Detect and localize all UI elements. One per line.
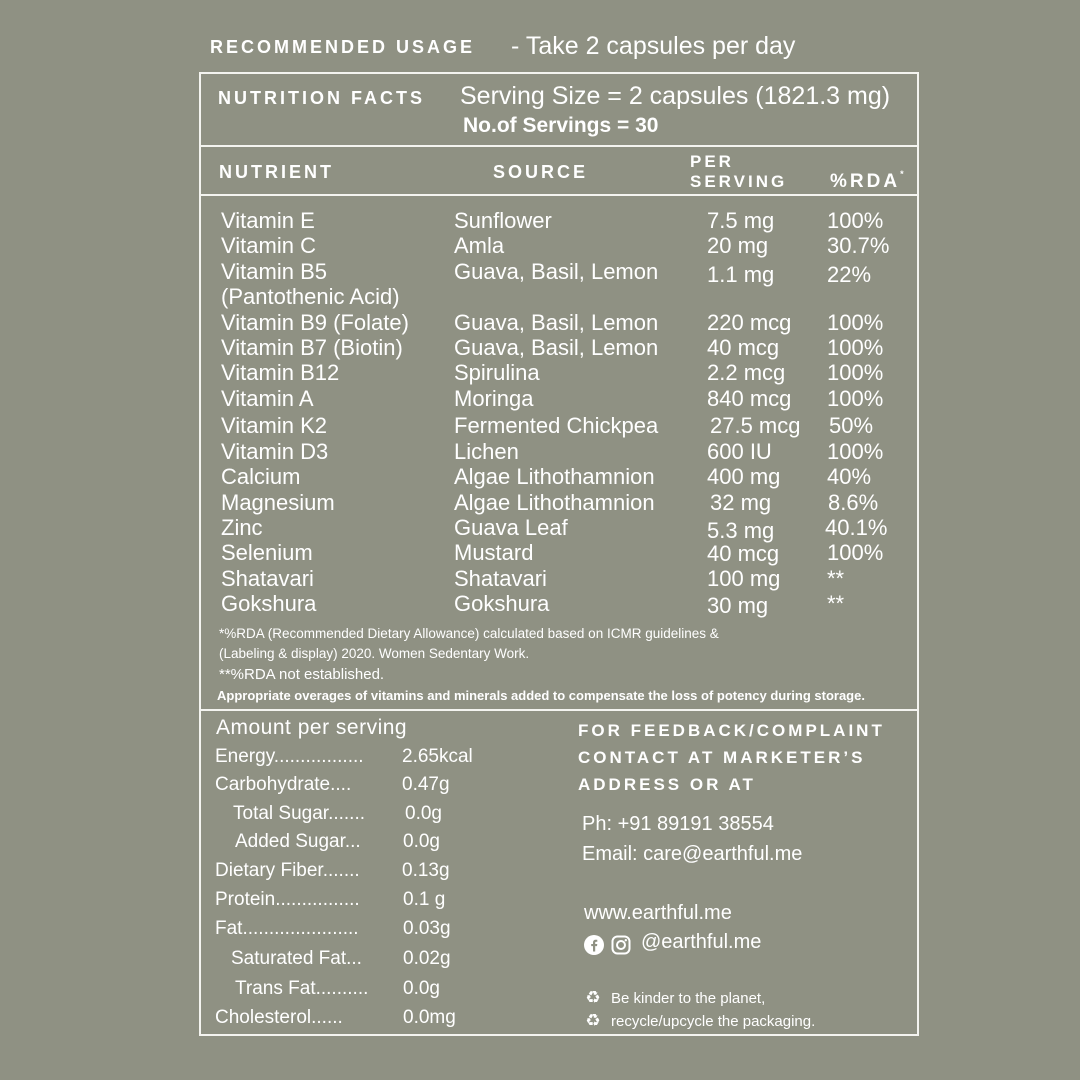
- recycle-line-2: ♻ recycle/upcycle the packaging.: [583, 1011, 815, 1031]
- nutrient-source: Algae Lithothamnion: [454, 490, 655, 515]
- serving-size: Serving Size = 2 capsules (1821.3 mg): [460, 82, 891, 110]
- nutrient-name: Zinc: [221, 515, 263, 540]
- divider: [199, 145, 919, 147]
- table-row: [0, 439, 1080, 464]
- feedback-heading-1: FOR FEEDBACK/COMPLAINT: [578, 721, 885, 740]
- nutrient-rda: 40.1%: [825, 515, 888, 540]
- nutrient-rda: 100%: [827, 439, 884, 464]
- nutrient-name: Vitamin B7 (Biotin): [221, 335, 403, 360]
- nutrient-source: Algae Lithothamnion: [454, 464, 655, 489]
- amount-title: Amount per serving: [216, 716, 408, 739]
- nutrient-name: Shatavari: [221, 566, 314, 591]
- facts-label: NUTRITION FACTS: [218, 88, 425, 108]
- nutrient-source: Shatavari: [454, 566, 547, 591]
- amount-value: 0.0mg: [403, 1007, 456, 1028]
- nutrient-source: Guava, Basil, Lemon: [454, 259, 659, 284]
- nutrient-rda: 100%: [827, 386, 884, 411]
- amount-label: Total Sugar.......: [233, 803, 366, 824]
- amount-value: 0.03g: [403, 918, 451, 939]
- nutrient-amount: 2.2 mcg: [707, 360, 786, 385]
- usage-text: - Take 2 capsules per day: [511, 32, 796, 60]
- amount-value: 2.65kcal: [402, 746, 473, 767]
- nutrient-amount: 20 mg: [707, 233, 769, 258]
- table-row: [0, 208, 1080, 233]
- divider: [199, 194, 919, 196]
- amount-label: Saturated Fat...: [231, 948, 362, 969]
- amount-label: Protein................: [215, 889, 360, 910]
- nutrient-rda: **: [827, 566, 845, 591]
- amount-label: Fat......................: [215, 918, 359, 939]
- table-row: [0, 335, 1080, 360]
- nutrient-source: Amla: [454, 233, 505, 258]
- amount-label: Cholesterol......: [215, 1007, 343, 1028]
- recycle-icon: ♻: [585, 988, 601, 1007]
- nutrient-amount: 7.5 mg: [707, 208, 775, 233]
- nutrient-name: Vitamin A: [221, 386, 314, 411]
- nutrient-amount: 32 mg: [710, 490, 772, 515]
- feedback-heading-3: ADDRESS OR AT: [578, 775, 756, 794]
- nutrient-name: Calcium: [221, 464, 301, 489]
- table-row: [0, 310, 1080, 335]
- recycle-icon: ♻: [585, 1011, 601, 1030]
- nutrient-amount: 40 mcg: [707, 541, 780, 566]
- nutrient-name: Gokshura: [221, 591, 317, 616]
- nutrient-source: Guava, Basil, Lemon: [454, 310, 659, 335]
- nutrient-rda: 40%: [827, 464, 872, 489]
- nutrient-amount: 600 IU: [707, 439, 772, 464]
- nutrient-rda: 30.7%: [827, 233, 890, 258]
- table-row: [0, 413, 1080, 438]
- nutrient-rda: 100%: [827, 540, 884, 565]
- nutrient-source: Spirulina: [454, 360, 540, 385]
- usage-label: RECOMMENDED USAGE: [210, 37, 476, 57]
- nutrient-name: Vitamin K2: [221, 413, 327, 438]
- nutrient-rda: 22%: [827, 262, 872, 287]
- table-row: [0, 540, 1080, 565]
- phone-number[interactable]: Ph: +91 89191 38554: [582, 813, 774, 835]
- amount-label: Carbohydrate....: [215, 774, 352, 795]
- table-row: [0, 233, 1080, 258]
- nutrient-source: Lichen: [454, 439, 519, 464]
- nutrient-name: Vitamin D3: [221, 439, 329, 464]
- table-row: [0, 515, 1080, 543]
- amount-value: 0.13g: [402, 860, 450, 881]
- nutrient-amount: 100 mg: [707, 566, 781, 591]
- amount-value: 0.47g: [402, 774, 450, 795]
- footnote-guidelines: (Labeling & display) 2020. Women Sedentary Work.: [219, 646, 530, 661]
- table-row: [0, 360, 1080, 385]
- amount-value: 0.0g: [405, 803, 442, 824]
- nutrient-rda: 100%: [827, 310, 884, 335]
- nutrient-name: (Pantothenic Acid): [221, 284, 400, 309]
- social-handle[interactable]: @earthful.me: [641, 931, 762, 953]
- amount-value: 0.0g: [403, 831, 440, 852]
- servings-count: No.of Servings = 30: [463, 114, 659, 137]
- nutrient-amount: 220 mcg: [707, 310, 792, 335]
- recycle-line-1: ♻ Be kinder to the planet,: [583, 988, 765, 1008]
- nutrient-amount: 840 mcg: [707, 386, 792, 411]
- nutrient-amount: 5.3 mg: [707, 518, 775, 543]
- nutrient-source: Fermented Chickpea: [454, 413, 659, 438]
- nutrient-amount: 400 mg: [707, 464, 781, 489]
- amount-label: Trans Fat..........: [235, 978, 369, 999]
- nutrient-amount: 27.5 mcg: [710, 413, 801, 438]
- nutrient-source: Guava Leaf: [454, 515, 568, 540]
- divider: [199, 709, 919, 711]
- nutrient-rda: **: [827, 591, 845, 616]
- nutrient-name: Vitamin E: [221, 208, 315, 233]
- amount-value: 0.1 g: [403, 889, 446, 910]
- table-row: [0, 566, 1080, 591]
- footnote-rda: *%RDA (Recommended Dietary Allowance) calculated based on ICMR guidelines &: [219, 626, 719, 641]
- column-nutrient: NUTRIENT: [219, 162, 334, 182]
- amount-label: Added Sugar...: [235, 831, 361, 852]
- feedback-heading-2: CONTACT AT MARKETER’S: [578, 748, 866, 767]
- table-row: [0, 591, 1080, 616]
- nutrient-source: Sunflower: [454, 208, 552, 233]
- nutrient-name: Vitamin B5: [221, 259, 327, 284]
- table-row: [0, 464, 1080, 489]
- nutrient-rda: 100%: [827, 208, 884, 233]
- nutrient-rda: 50%: [829, 413, 874, 438]
- amount-label: Dietary Fiber.......: [215, 860, 360, 881]
- nutrient-amount: 40 mcg: [707, 335, 780, 360]
- nutrient-source: Mustard: [454, 540, 534, 565]
- footnote-overages: Appropriate overages of vitamins and minerals added to compensate the loss of potency during storage.: [217, 688, 865, 703]
- nutrient-rda: 100%: [827, 335, 884, 360]
- email-address[interactable]: Email: care@earthful.me: [582, 843, 803, 865]
- table-row: [0, 386, 1080, 411]
- nutrient-rda: 8.6%: [828, 490, 879, 515]
- amount-value: 0.0g: [403, 978, 440, 999]
- nutrient-name: Magnesium: [221, 490, 335, 515]
- table-row: [0, 490, 1080, 515]
- table-row: [0, 259, 1080, 287]
- nutrient-source: Guava, Basil, Lemon: [454, 335, 659, 360]
- column-source: SOURCE: [493, 162, 589, 182]
- column-per-serving: PER SERVING: [690, 152, 788, 191]
- nutrient-source: Gokshura: [454, 591, 550, 616]
- nutrient-name: Vitamin B9 (Folate): [221, 310, 409, 335]
- nutrient-source: Moringa: [454, 386, 534, 411]
- amount-label: Energy.................: [215, 746, 364, 767]
- nutrient-amount: 1.1 mg: [707, 262, 775, 287]
- nutrient-name: Vitamin C: [221, 233, 316, 258]
- nutrient-amount: 30 mg: [707, 593, 769, 618]
- amount-value: 0.02g: [403, 948, 451, 969]
- nutrient-name: Vitamin B12: [221, 360, 340, 385]
- footnote-not-established: **%RDA not established.: [219, 666, 385, 683]
- website-link[interactable]: www.earthful.me: [584, 902, 732, 924]
- column-rda: %RDA*: [830, 168, 904, 192]
- table-row: [0, 284, 1080, 309]
- nutrient-name: Selenium: [221, 540, 313, 565]
- nutrient-rda: 100%: [827, 360, 884, 385]
